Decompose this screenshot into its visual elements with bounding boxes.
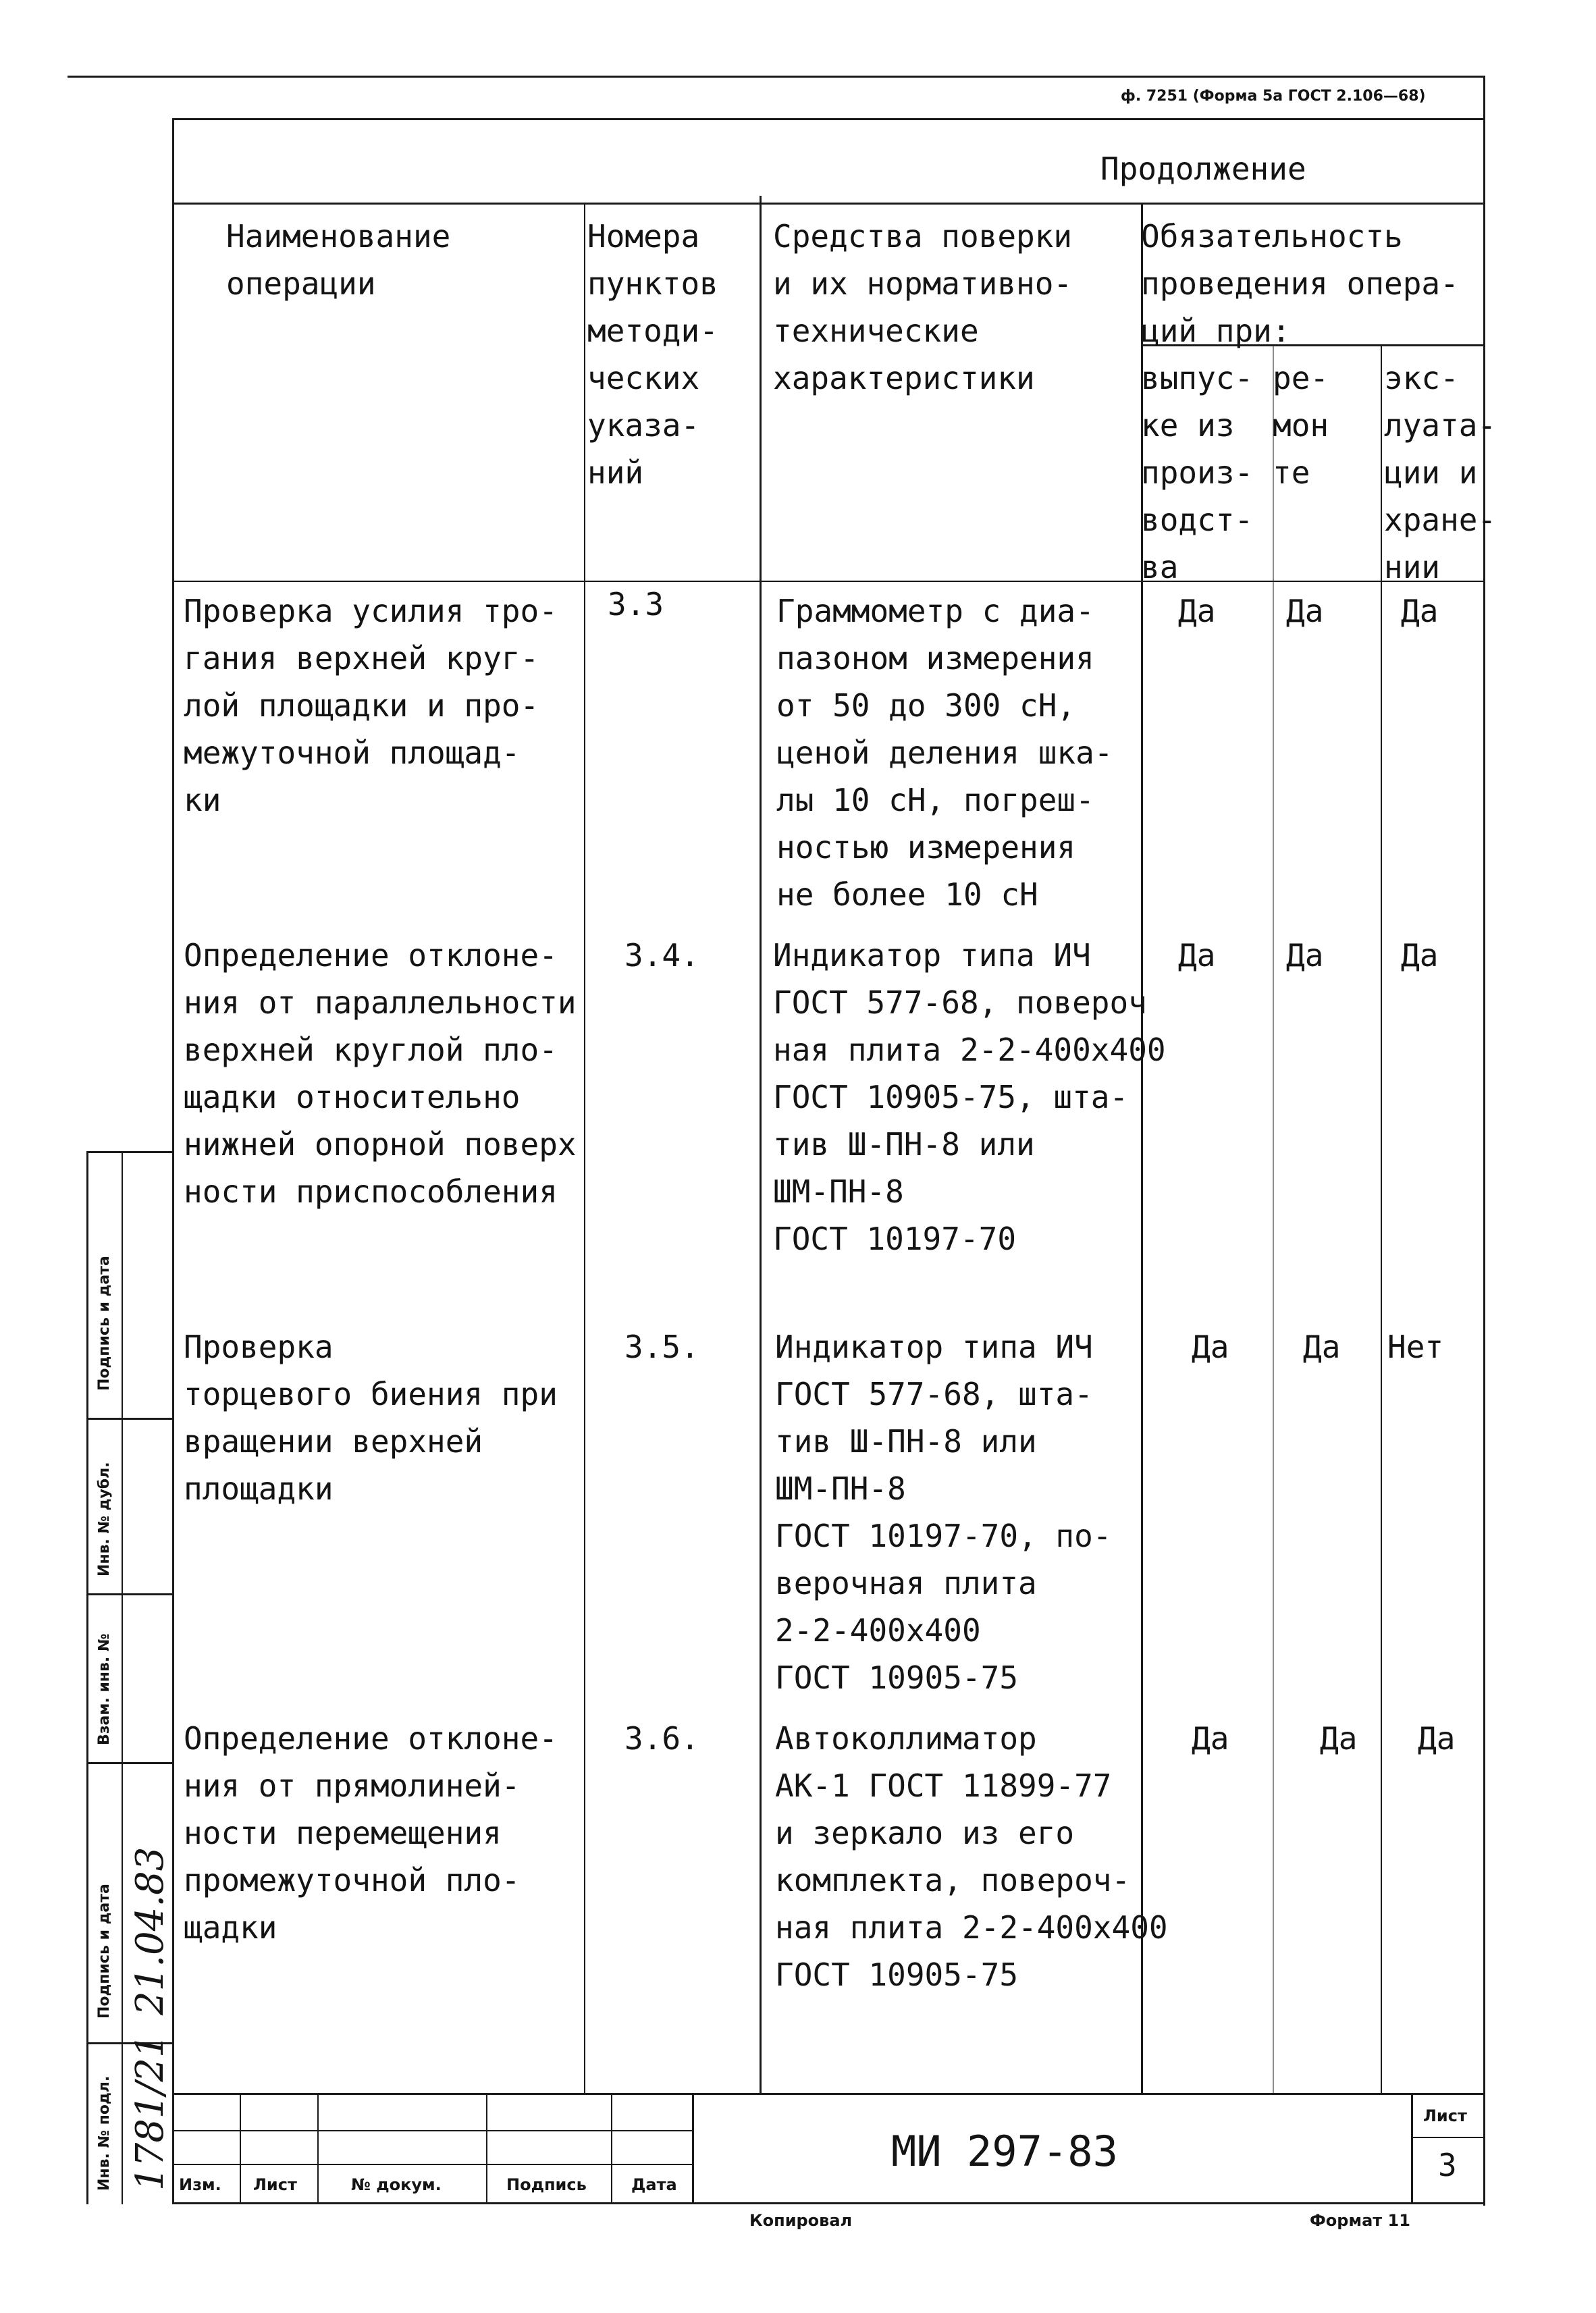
tb-sep-2 — [317, 2093, 319, 2202]
row4-operation: Да — [1418, 1720, 1456, 1757]
frame-left — [172, 118, 174, 2204]
frame-top — [68, 76, 1485, 78]
tb-sep-3 — [486, 2093, 487, 2202]
frame-bottom — [172, 2202, 1485, 2204]
row3-operation: Нет — [1387, 1329, 1444, 1365]
continuation-label: Продолжение — [1100, 151, 1306, 187]
tb-sheet-label: Лист — [1423, 2106, 1467, 2125]
col-line-2 — [760, 196, 762, 2093]
tb-doc-no: № докум. — [351, 2175, 442, 2194]
col-line-5 — [1381, 344, 1382, 2093]
row3-means: Индикатор типа ИЧ ГОСТ 577-68, шта- тив Ш-ПН-8 или ШМ-ПН-8 ГОСТ 10197-70, по- верочная плита 2-2-400x400 ГОСТ 10905-75 — [775, 1329, 1112, 1696]
tb-designation: МИ 297-83 — [891, 2127, 1118, 2176]
footer-format: Формат 11 — [1310, 2211, 1410, 2230]
tb-sep-1 — [240, 2093, 241, 2202]
side-sep-1 — [86, 1418, 174, 1420]
row4-release: Да — [1192, 1720, 1229, 1757]
side-handwritten-1: 21.04.83 — [128, 1846, 172, 2015]
tb-signature: Подпись — [506, 2175, 587, 2194]
header-repair: ре- мон те — [1273, 360, 1329, 491]
side-inv-podl: Инв. № подл. — [96, 2075, 113, 2191]
body-rule — [174, 581, 1483, 582]
header-rule — [174, 203, 1483, 205]
header-operation: экс- луата- ции и хране- нии — [1384, 360, 1497, 585]
header-mandatory: Обязательность проведения опера- ций при: — [1141, 218, 1459, 349]
side-sep-3 — [86, 1762, 174, 1764]
tb-sep-5 — [692, 2093, 694, 2202]
tb-mid-rule-2 — [174, 2164, 694, 2165]
tb-sheet-rule — [1411, 2137, 1483, 2138]
header-name: Наименование операции — [226, 218, 451, 302]
row2-repair: Да — [1286, 937, 1324, 974]
side-inv-dubl: Инв. № дубл. — [96, 1462, 113, 1576]
row1-release: Да — [1178, 593, 1216, 629]
tb-sep-sheet — [1411, 2093, 1413, 2202]
header-points: Номера пунктов методи- ческих указа- ний — [587, 218, 718, 491]
side-vzam-inv: Взам. инв. № — [96, 1633, 113, 1745]
header-means: Средства поверки и их нормативно- технические характеристики — [773, 218, 1073, 396]
side-podpis-data-2: Подпись и дата — [96, 1884, 113, 2019]
row4-repair: Да — [1320, 1720, 1358, 1757]
row2-operation: Да — [1401, 937, 1439, 974]
tb-izm: Изм. — [179, 2175, 221, 2194]
row4-point: 3.6. — [624, 1720, 699, 1757]
row4-name: Определение отклоне- ния от прямолиней- ности перемещения промежуточной пло- щадки — [184, 1720, 558, 1946]
frame-inner-top — [172, 118, 1485, 120]
row2-means: Индикатор типа ИЧ ГОСТ 577-68, повероч ная плита 2-2-400x400 ГОСТ 10905-75, шта- тив Ш-ПН-8 или ШМ-ПН-8 ГОСТ 10197-70 — [773, 937, 1166, 1257]
tb-date: Дата — [631, 2175, 677, 2194]
tb-mid-rule-1 — [174, 2130, 694, 2131]
side-handwritten-2: 1781/21 — [128, 2033, 172, 2191]
side-strip-left — [86, 1151, 88, 2204]
side-sep-2 — [86, 1593, 174, 1595]
row3-repair: Да — [1303, 1329, 1341, 1365]
row1-operation: Да — [1401, 593, 1439, 629]
footer-copied: Копировал — [749, 2211, 853, 2230]
row2-release: Да — [1178, 937, 1216, 974]
row2-name: Определение отклоне- ния от параллельности верхней круглой пло- щадки относительно нижней опорной поверх ности приспособления — [184, 937, 577, 1210]
row3-point: 3.5. — [624, 1329, 699, 1365]
row3-name: Проверка торцевого биения при вращении верхней площадки — [184, 1329, 558, 1507]
row2-point: 3.4. — [624, 937, 699, 974]
row1-repair: Да — [1286, 593, 1324, 629]
tb-sep-4 — [611, 2093, 612, 2202]
tb-top-rule — [174, 2093, 1483, 2095]
row1-means: Граммометр с диа- пазоном измерения от 50 до 300 сН, ценой деления шка- лы 10 сН, погреш- ностью измерения не более 10 сН — [776, 593, 1113, 913]
row1-point: 3.3 — [608, 586, 664, 622]
tb-list: Лист — [253, 2175, 297, 2194]
row1-name: Проверка усилия тро- гания верхней круг- лой площадки и про- межуточной площад- ки — [184, 593, 558, 818]
col-line-1 — [584, 203, 585, 2093]
header-release: выпус- ке из произ- водст- ва — [1141, 360, 1254, 585]
side-podpis-data-1: Подпись и дата — [96, 1256, 113, 1391]
row3-release: Да — [1192, 1329, 1229, 1365]
tb-sheet-no: 3 — [1438, 2147, 1457, 2183]
form-label: ф. 7251 (Форма 5а ГОСТ 2.106—68) — [1121, 88, 1426, 105]
row4-means: Автоколлиматор АК-1 ГОСТ 11899-77 и зеркало из его комплекта, повероч- ная плита 2-2-400x400 ГОСТ 10905-75 — [775, 1720, 1168, 1993]
col-line-4 — [1273, 344, 1274, 2093]
side-strip-top — [86, 1151, 174, 1153]
side-strip-mid — [122, 1151, 123, 2204]
